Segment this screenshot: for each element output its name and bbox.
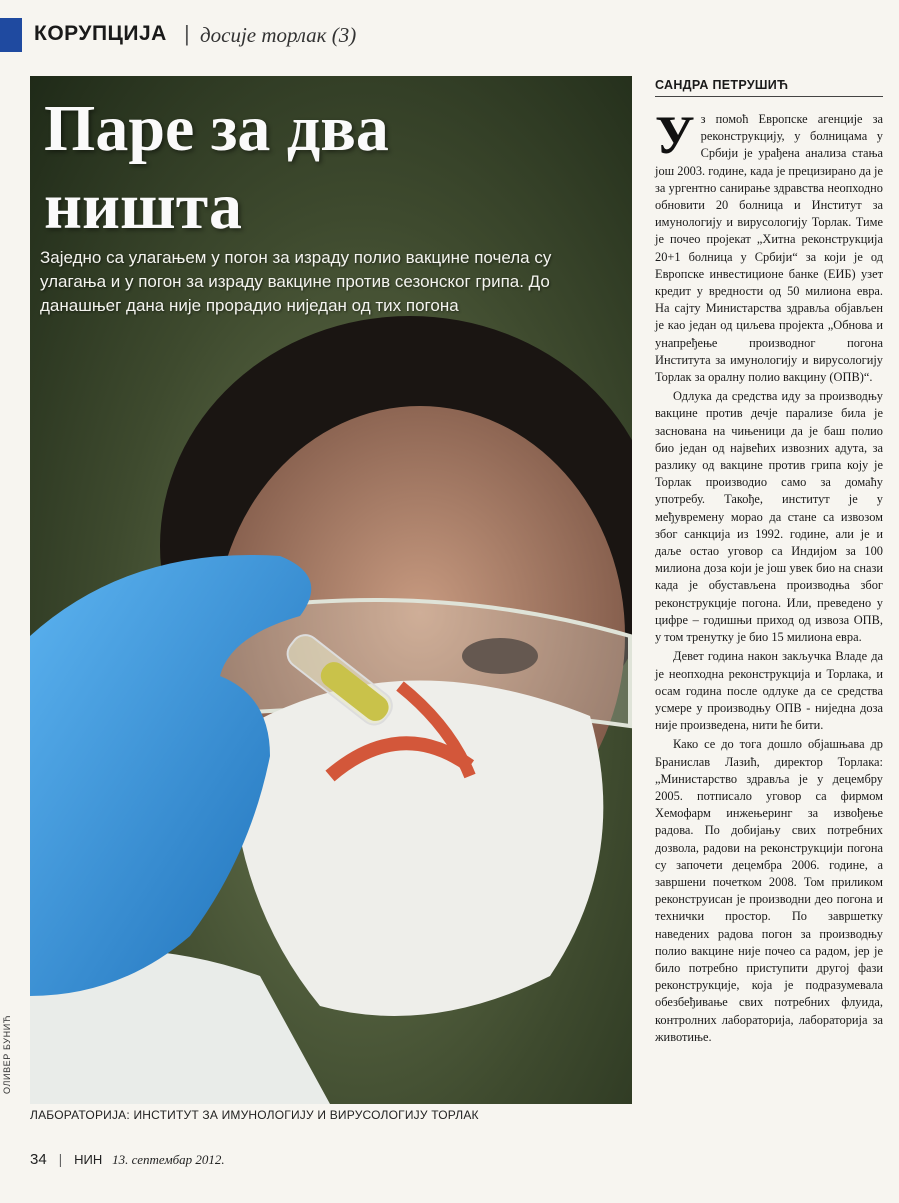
- article-column: [655, 78, 883, 1046]
- byline: САНДРА ПЕТРУШИЋ: [655, 78, 883, 97]
- headline-line-2: ништа: [44, 170, 242, 243]
- article-paragraph-3: Девет година након закључка Владе да је неопходна реконструкција и Торлака, и осам година после одлуке да се средства усмере у производњу ОПВ - ниједна доза није произведена, нити ће бити.: [655, 649, 883, 733]
- footer-separator: |: [58, 1151, 63, 1167]
- issue-date: 13. септембар 2012.: [112, 1152, 225, 1167]
- section-accent-bar: [0, 18, 22, 52]
- photo-caption: ЛАБОРАТОРИЈА: ИНСТИТУТ ЗА ИМУНОЛОГИЈУ И ВИРУСОЛОГИЈУ ТОРЛАК: [30, 1108, 479, 1122]
- header-separator: |: [184, 21, 190, 46]
- article-paragraph-4: Како се до тога дошло објашњава др Бранислав Лазић, директор Торлака: „Министарство здравља је у децембру 2005. потписало уговор са фирмом Хемофарм инжењеринг за извођење радова. По добијању свих потребних дозвола, радови на реконструкцији погона су започети децембра 2006. године, а завршени почетком 2008. Том приликом реконструисан је производни део погона и технички простор. По завршетку наведених радова погон за производњу полио вакцине није почео са радом, јер је било потребно приступити другој фази реконструкције, која је подразумевала обезбеђивање свих потребних флуида, контролних лабораторија, лабораторија за животиње.: [655, 737, 883, 1044]
- photo-credit-text: ОЛИВЕР БУНИЋ: [2, 1014, 12, 1094]
- article-paragraph-2: Одлука да средства иду за производњу вакцине против дечје парализе била је заснована на чињеници да је баш полио био један од највећих извозних адута, за разлику од вакцине против грипа коју је Торлак производио само за домаћу употребу. Такође, институт је у међувремену морао да стане са извозом због санкција из 1992. године, али је и даље остао уговор са Индијом за 100 милиона доза који је још увек био на снази када је обустављена производња због реконструкције погона. Или, преведено у цифре – годишњи приход од извоза ОПВ, у том тренутку је био 15 милиона евра.: [655, 389, 883, 645]
- magazine-name: НИН: [74, 1152, 103, 1167]
- headline: [44, 90, 389, 246]
- lede-paragraph: Заједно са улагањем у погон за израду полио вакцине почела су улагања и у погон за израду вакцине против сезонског грипа. До данашњег дана није прорадио ниједан од тих погона: [40, 248, 552, 315]
- lead-photo: [30, 76, 632, 1104]
- section-header: [0, 16, 899, 54]
- page-number: 34: [30, 1151, 47, 1168]
- photo-credit: [2, 1014, 18, 1100]
- page-footer: [30, 1151, 225, 1168]
- mask-shape: [230, 680, 603, 1016]
- section-title: КОРУПЦИЈА: [34, 22, 167, 45]
- article-paragraph-1: [655, 105, 883, 386]
- drop-cap: У: [655, 105, 695, 165]
- article-paragraph-1-text: з помоћ Европске агенције за реконструкцију, у болницама у Србији је урађена анализа стања још 2003. године, када је прецизирано да је за ургентно санирање здравства неопходно обновити 20 болница и Институт за имунологију и вирусологију Торлак. Тиме је почео пројекат „Хитна реконструкција 20+1 болница у Србији“ за који је од Европске инвестиционе банке (ЕИБ) узет кредит у вредности од 50 милиона евра. На сајту Министарства здравља објављен је као један од циљева пројекта „Обнова и унапређење производног погона Института за имунологију и вирусологију Торлак за оралну полио вакцину (ОПВ)“.: [655, 112, 883, 385]
- series-title: досије торлак (3): [200, 23, 357, 47]
- headline-line-1: Паре за два: [44, 92, 389, 165]
